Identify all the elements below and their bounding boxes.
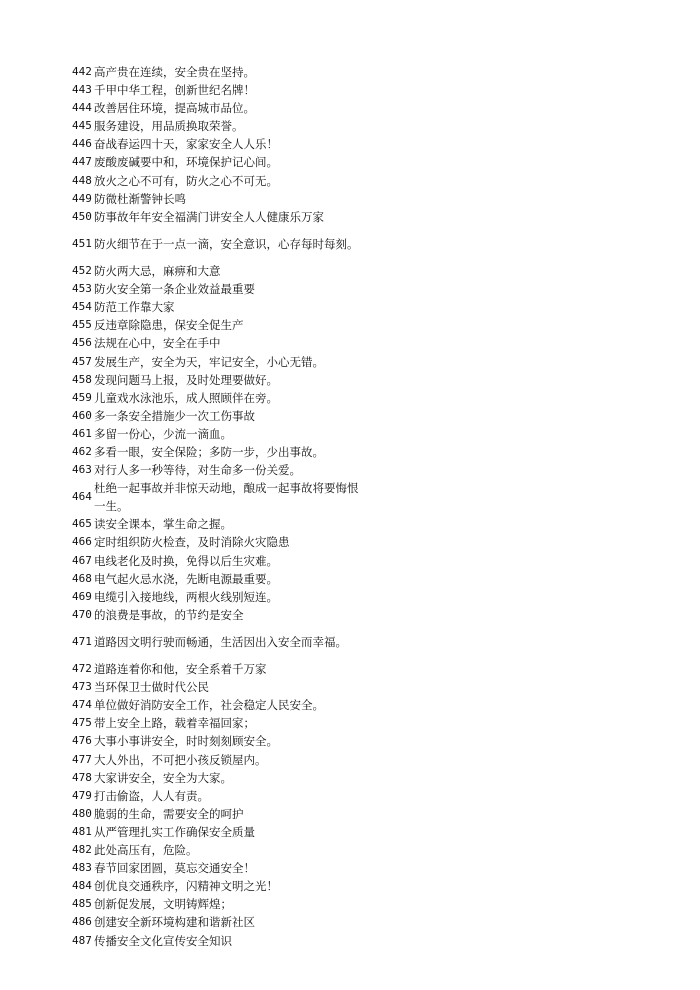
- item-text: 创新促发展，文明铸辉煌；: [94, 897, 232, 912]
- list-item: [72, 895, 362, 913]
- item-number: 475: [72, 716, 92, 730]
- item-number: 446: [72, 137, 92, 151]
- item-number: 449: [72, 191, 92, 205]
- item-number: 459: [72, 390, 92, 404]
- list-item: [72, 63, 362, 81]
- item-number: 450: [72, 209, 92, 223]
- item-number: 442: [72, 65, 92, 78]
- slogan-list: [72, 63, 362, 950]
- item-number: 470: [72, 607, 92, 621]
- item-number: 464: [72, 490, 92, 504]
- item-number: 448: [72, 173, 92, 187]
- item-text: 脆弱的生命，需要安全的呵护: [94, 806, 244, 821]
- list-item: [72, 425, 362, 443]
- item-text: 此处高压有，危险。: [94, 843, 198, 858]
- list-item: [72, 696, 362, 714]
- item-text: 春节回家团圆，莫忘交通安全！: [94, 861, 255, 876]
- list-item: [72, 280, 362, 298]
- list-item: [72, 769, 362, 787]
- list-item: [72, 751, 362, 769]
- item-text: 儿童戏水泳池乐，成人照顾伴在旁。: [94, 390, 278, 405]
- item-text: 当环保卫士做时代公民: [94, 680, 209, 695]
- item-text: 大家讲安全，安全为大家。: [94, 770, 232, 785]
- list-item: [72, 461, 362, 479]
- item-number: 476: [72, 734, 92, 748]
- list-item: [72, 190, 362, 208]
- item-number: 477: [72, 752, 92, 766]
- item-number: 478: [72, 770, 92, 784]
- item-text: 防事故年年安全福满门讲安全人人健康乐万家: [94, 209, 324, 224]
- item-text: 杜绝一起事故并非惊天动地，酿成一起事故将要悔恨一生。: [94, 481, 359, 514]
- item-number: 485: [72, 897, 92, 911]
- item-text: 电气起火忌水浇，先断电源最重要。: [94, 571, 278, 586]
- item-text: 的浪费是事故，的节约是安全: [94, 607, 244, 622]
- item-text: 电缆引入接地线，两根火线别短连。: [94, 589, 278, 604]
- item-number: 456: [72, 336, 92, 350]
- item-number: 471: [72, 634, 92, 648]
- item-text: 带上安全上路，载着幸福回家；: [94, 716, 255, 731]
- list-item: [72, 334, 362, 352]
- item-text: 防火细节在于一点一滴，安全意识，心存每时每刻。: [94, 236, 359, 251]
- list-item: [72, 515, 362, 533]
- item-number: 445: [72, 119, 92, 133]
- list-item: [72, 135, 362, 153]
- item-text: 创建安全新环境构建和谐新社区: [94, 915, 255, 930]
- item-text: 大事小事讲安全，时时刻刻顾安全。: [94, 734, 278, 749]
- list-item: [72, 570, 362, 588]
- item-number: 452: [72, 264, 92, 278]
- item-text: 防火两大忌，麻痹和大意: [94, 264, 221, 279]
- item-text: 高产贵在连续，安全贵在坚持。: [94, 65, 255, 79]
- item-text: 服务建设，用品质换取荣誉。: [94, 119, 244, 134]
- list-item: [72, 787, 362, 805]
- item-number: 479: [72, 788, 92, 802]
- item-text: 道路连着你和他，安全系着千万家: [94, 662, 267, 677]
- list-item: [72, 533, 362, 551]
- item-number: 483: [72, 861, 92, 875]
- list-item: [72, 407, 362, 425]
- item-text: 定时组织防火检查，及时消除火灾隐患: [94, 535, 290, 550]
- item-number: 453: [72, 282, 92, 296]
- item-text: 防微杜渐警钟长鸣: [94, 191, 186, 206]
- item-number: 473: [72, 680, 92, 694]
- list-item: [72, 262, 362, 280]
- list-item: [72, 353, 362, 371]
- item-number: 455: [72, 318, 92, 332]
- item-number: 466: [72, 535, 92, 549]
- list-item: [72, 371, 362, 389]
- item-text: 奋战春运四十天，家家安全人人乐！: [94, 137, 278, 152]
- item-text: 发现问题马上报，及时处理要做好。: [94, 372, 278, 387]
- list-item: [72, 660, 362, 678]
- item-number: 462: [72, 444, 92, 458]
- item-text: 电线老化及时换，免得以后生灾难。: [94, 553, 278, 568]
- list-item: [72, 714, 362, 732]
- item-number: 474: [72, 698, 92, 712]
- list-item: [72, 298, 362, 316]
- item-text: 废酸废碱要中和，环境保护记心间。: [94, 155, 278, 170]
- item-text: 千甲中华工程，创新世纪名牌！: [94, 83, 255, 98]
- item-text: 创优良交通秩序，闪精神文明之光！: [94, 879, 278, 894]
- item-text: 传播安全文化宣传安全知识: [94, 933, 232, 948]
- item-text: 对行人多一秒等待，对生命多一份关爱。: [94, 463, 301, 478]
- item-text: 单位做好消防安全工作，社会稳定人民安全。: [94, 698, 324, 713]
- item-text: 发展生产，安全为天，牢记安全，小心无错。: [94, 354, 324, 369]
- item-number: 457: [72, 354, 92, 368]
- list-item: [72, 859, 362, 877]
- list-item: [72, 624, 362, 660]
- item-number: 467: [72, 553, 92, 567]
- item-text: 打击偷盗，人人有责。: [94, 788, 209, 803]
- item-number: 458: [72, 372, 92, 386]
- item-text: 道路因文明行驶而畅通，生活因出入安全而幸福。: [94, 634, 347, 649]
- item-number: 484: [72, 879, 92, 893]
- item-number: 465: [72, 517, 92, 531]
- list-item: [72, 552, 362, 570]
- item-text: 多一条安全措施少一次工伤事故: [94, 408, 255, 423]
- list-item: [72, 479, 362, 515]
- list-item: [72, 841, 362, 859]
- item-text: 防火安全第一条企业效益最重要: [94, 282, 255, 297]
- item-number: 469: [72, 589, 92, 603]
- list-item: [72, 913, 362, 931]
- list-item: [72, 678, 362, 696]
- item-text: 改善居住环境，提高城市品位。: [94, 101, 255, 116]
- item-text: 反违章除隐患，保安全促生产: [94, 318, 244, 333]
- item-number: 443: [72, 83, 92, 97]
- list-item: [72, 588, 362, 606]
- list-item: [72, 823, 362, 841]
- item-text: 多看一眼，安全保险；多防一步，少出事故。: [94, 444, 324, 459]
- list-item: [72, 805, 362, 823]
- item-number: 444: [72, 101, 92, 115]
- item-number: 451: [72, 236, 92, 250]
- item-number: 463: [72, 463, 92, 477]
- item-number: 460: [72, 408, 92, 422]
- item-number: 468: [72, 571, 92, 585]
- list-item: [72, 117, 362, 135]
- item-text: 大人外出，不可把小孩反锁屋内。: [94, 752, 267, 767]
- item-number: 461: [72, 426, 92, 440]
- item-number: 487: [72, 933, 92, 947]
- item-text: 从严管理扎实工作确保安全质量: [94, 824, 255, 839]
- list-item: [72, 316, 362, 334]
- list-item: [72, 606, 362, 624]
- item-number: 481: [72, 824, 92, 838]
- item-text: 多留一份心，少流一滴血。: [94, 426, 232, 441]
- list-item: [72, 208, 362, 226]
- list-item: [72, 389, 362, 407]
- item-text: 防范工作靠大家: [94, 300, 175, 315]
- list-item: [72, 732, 362, 750]
- list-item: [72, 153, 362, 171]
- list-item: [72, 172, 362, 190]
- item-number: 472: [72, 662, 92, 676]
- item-text: 法规在心中，安全在手中: [94, 336, 221, 351]
- item-number: 480: [72, 806, 92, 820]
- list-item: [72, 226, 362, 262]
- item-text: 读安全课本，掌生命之握。: [94, 517, 232, 532]
- item-number: 454: [72, 300, 92, 314]
- item-number: 482: [72, 843, 92, 857]
- list-item: [72, 443, 362, 461]
- list-item: [72, 932, 362, 950]
- list-item: [72, 99, 362, 117]
- item-text: 放火之心不可有，防火之心不可无。: [94, 173, 278, 188]
- list-item: [72, 81, 362, 99]
- item-number: 486: [72, 915, 92, 929]
- item-number: 447: [72, 155, 92, 169]
- list-item: [72, 877, 362, 895]
